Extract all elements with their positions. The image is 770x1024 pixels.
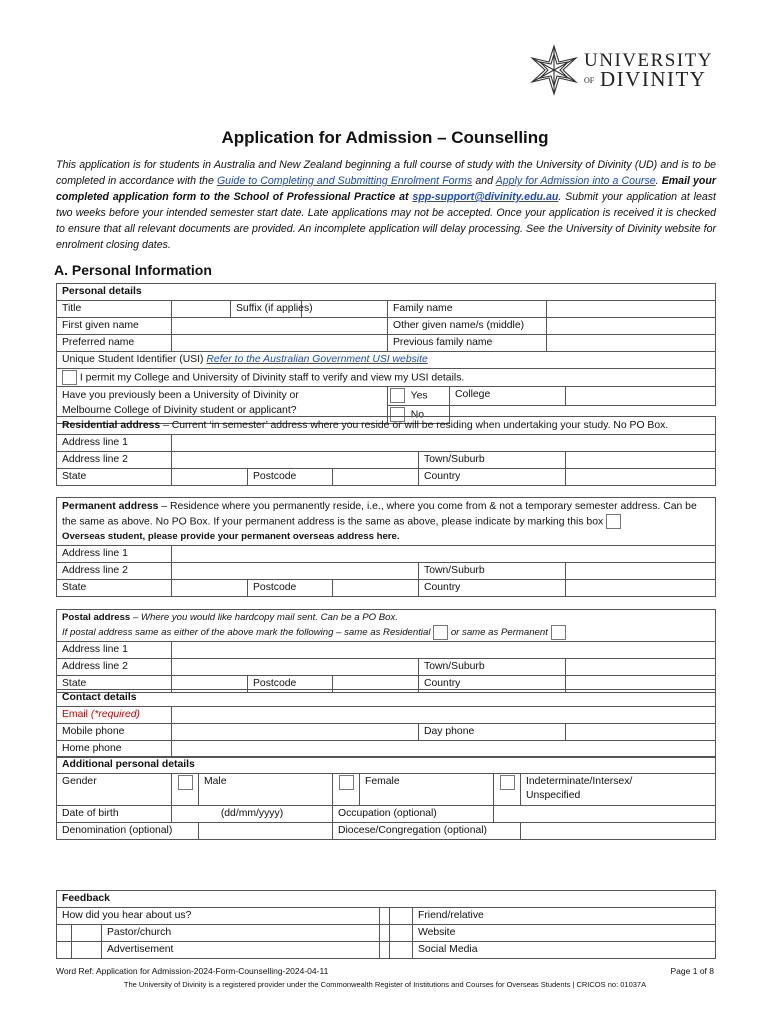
perm-addr2-input[interactable] (172, 563, 419, 580)
permanent-desc: Permanent address – Residence where you permanently reside, i.e., where you come from & not a temporary semester address. Can be the same as above. No PO Box. If your permanent address is the same as above, please indicate by marking this box Overseas student, please provide your permanent overseas address here. (57, 498, 716, 546)
occupation-input[interactable] (494, 806, 716, 823)
post-addr2-input[interactable] (172, 659, 419, 676)
usi-permit-checkbox[interactable] (62, 370, 77, 385)
advert-label: Advertisement (102, 942, 380, 959)
mobile-input[interactable] (172, 724, 419, 741)
college-input[interactable] (566, 387, 716, 405)
post-postcode-label: Postcode (248, 676, 333, 693)
contact-details-table (56, 689, 716, 758)
res-town-label: Town/Suburb (419, 452, 566, 469)
male-checkbox[interactable] (178, 775, 193, 790)
perm-postcode-input[interactable] (333, 580, 419, 597)
advert-checkbox[interactable] (72, 942, 102, 959)
friend-checkbox[interactable] (390, 908, 413, 925)
postal-permanent-checkbox[interactable] (551, 625, 566, 640)
previous-family-input[interactable] (547, 335, 716, 352)
post-state-label: State (57, 676, 172, 693)
star-emblem-icon (528, 44, 580, 96)
res-postcode-label: Postcode (248, 469, 333, 486)
indeterminate-checkbox[interactable] (500, 775, 515, 790)
page-title: Application for Admission – Counselling (221, 128, 549, 147)
res-addr1-input[interactable] (172, 435, 716, 452)
residential-address-table (56, 416, 716, 486)
indeterminate-label: Indeterminate/Intersex/ Unspecified (521, 774, 716, 806)
title-label: Title (57, 301, 172, 318)
preferred-name-label: Preferred name (57, 335, 172, 352)
residential-desc: Residential address – Current ‘in semester’ address where you reside or will be residing when undertaking your study. No PO Box. (57, 417, 716, 435)
permanent-same-checkbox[interactable] (606, 514, 621, 529)
res-country-label: Country (419, 469, 566, 486)
post-addr1-input[interactable] (172, 642, 716, 659)
female-checkbox[interactable] (339, 775, 354, 790)
feedback-table (56, 890, 716, 959)
social-checkbox-left[interactable] (380, 942, 390, 959)
perm-state-input[interactable] (172, 580, 248, 597)
perm-town-label: Town/Suburb (419, 563, 566, 580)
post-addr2-label: Address line 2 (57, 659, 172, 676)
usi-permit-row: I permit my College and University of Divinity staff to verify and view my USI details. (57, 369, 716, 387)
first-given-input[interactable] (172, 318, 388, 335)
personal-info-table (56, 283, 716, 424)
logo-text-divinity: DIVINITY (600, 67, 707, 91)
perm-addr1-input[interactable] (172, 546, 716, 563)
male-label: Male (199, 774, 333, 806)
logo-text-university: UNIVERSITY (584, 50, 713, 71)
denomination-label: Denomination (optional) (57, 823, 199, 840)
university-logo (526, 42, 716, 98)
friend-label: Friend/relative (413, 908, 716, 925)
perm-state-label: State (57, 580, 172, 597)
email-label: Email (*required) (57, 707, 172, 724)
post-town-label: Town/Suburb (419, 659, 566, 676)
family-name-input[interactable] (547, 301, 716, 318)
postal-address-table (56, 609, 716, 693)
feedback-header: Feedback (57, 891, 716, 908)
postal-desc: Postal address – Where you would like hardcopy mail sent. Can be a PO Box. If postal address same as either of the above mark the following – same as Residential or same as Permanent (57, 610, 716, 642)
section-heading-personal: A. Personal Information (54, 262, 212, 278)
mobile-label: Mobile phone (57, 724, 172, 741)
res-country-input[interactable] (566, 469, 716, 486)
yes-checkbox[interactable] (390, 388, 405, 403)
footer-page-number: Page 1 of 8 (670, 966, 714, 976)
pastor-checkbox[interactable] (72, 925, 102, 942)
occupation-label: Occupation (optional) (333, 806, 494, 823)
dob-label: Date of birth (57, 806, 172, 823)
title-input[interactable] (172, 301, 231, 318)
college-label: College (450, 387, 566, 405)
denomination-input[interactable] (199, 823, 333, 840)
yes-checkbox-cell: Yes (388, 387, 450, 405)
home-phone-input[interactable] (172, 741, 716, 758)
perm-town-input[interactable] (566, 563, 716, 580)
post-addr1-label: Address line 1 (57, 642, 172, 659)
logo-text-of: OF (584, 76, 595, 85)
previous-family-label: Previous family name (388, 335, 547, 352)
day-phone-label: Day phone (419, 724, 566, 741)
suffix-input[interactable] (302, 301, 388, 318)
other-given-label: Other given name/s (middle) (388, 318, 547, 335)
apply-link[interactable]: Apply for Admission into a Course (495, 175, 656, 187)
suffix-label: Suffix (if applies) (231, 301, 302, 318)
usi-row: Unique Student Identifier (USI) Refer to the Australian Government USI website (57, 352, 716, 369)
intro-paragraph: This application is for students in Australia and New Zealand beginning a full course of study with the University of Divinity (UD) and is to be completed in accordance with the Guide to Completing and Submitting Enrolment Forms and Apply for Admission into a Course. Email your completed application form to the School of Professional Practice at spp-support@divinity.edu.au. Submit your application at least two weeks before your intended semester start date. Late applications may not be accepted. Once your application is received it is checked to ensure that all relevant documents are provided. An incomplete application will delay processing. See the University of Divinity website for enrolment closing dates. (56, 159, 717, 251)
email-input[interactable] (172, 707, 716, 724)
res-state-input[interactable] (172, 469, 248, 486)
pastor-checkbox-left[interactable] (57, 925, 72, 942)
personal-details-header: Personal details (57, 284, 716, 301)
first-given-label: First given name (57, 318, 172, 335)
email-link[interactable]: spp-support@divinity.edu.au (412, 191, 559, 203)
post-country-label: Country (419, 676, 566, 693)
post-town-input[interactable] (566, 659, 716, 676)
res-postcode-input[interactable] (333, 469, 419, 486)
preferred-name-input[interactable] (172, 335, 388, 352)
additional-details-table (56, 756, 716, 840)
diocese-input[interactable] (521, 823, 716, 840)
social-checkbox[interactable] (390, 942, 413, 959)
day-phone-input[interactable] (566, 724, 716, 741)
advert-checkbox-left[interactable] (57, 942, 72, 959)
social-label: Social Media (413, 942, 716, 959)
friend-checkbox-left[interactable] (380, 908, 390, 925)
footer-ref: Word Ref: Application for Admission-2024-Form-Counselling-2024-04-11 (56, 966, 329, 976)
website-label: Website (413, 925, 716, 942)
feedback-question: How did you hear about us? (57, 908, 380, 925)
perm-country-label: Country (419, 580, 566, 597)
perm-country-input[interactable] (566, 580, 716, 597)
female-label: Female (360, 774, 494, 806)
perm-addr2-label: Address line 2 (57, 563, 172, 580)
guide-link[interactable]: Guide to Completing and Submitting Enrolment Forms (216, 175, 473, 187)
usi-link[interactable]: Refer to the Australian Government USI website (206, 354, 428, 365)
prev-student-question: Have you previously been a University of Divinity or Melbourne College of Divinity student or applicant? (57, 387, 388, 424)
home-phone-label: Home phone (57, 741, 172, 758)
website-checkbox[interactable] (390, 925, 413, 942)
gender-label: Gender (57, 774, 172, 806)
other-given-input[interactable] (547, 318, 716, 335)
res-addr2-input[interactable] (172, 452, 419, 469)
res-addr2-label: Address line 2 (57, 452, 172, 469)
postal-residential-checkbox[interactable] (433, 625, 448, 640)
diocese-label: Diocese/Congregation (optional) (333, 823, 521, 840)
pastor-label: Pastor/church (102, 925, 380, 942)
no-checkbox-cell: No (388, 405, 450, 423)
dob-input[interactable]: (dd/mm/yyyy) (172, 806, 333, 823)
permanent-address-table (56, 497, 716, 597)
res-state-label: State (57, 469, 172, 486)
website-checkbox-left[interactable] (380, 925, 390, 942)
footer-provider-note: The University of Divinity is a registered provider under the Commonwealth Register of Institutions and Courses for Overseas Students | CRICOS no: 01037A (123, 980, 647, 989)
contact-details-header: Contact details (57, 690, 716, 707)
additional-details-header: Additional personal details (57, 757, 716, 774)
perm-addr1-label: Address line 1 (57, 546, 172, 563)
res-town-input[interactable] (566, 452, 716, 469)
perm-postcode-label: Postcode (248, 580, 333, 597)
family-name-label: Family name (388, 301, 547, 318)
res-addr1-label: Address line 1 (57, 435, 172, 452)
